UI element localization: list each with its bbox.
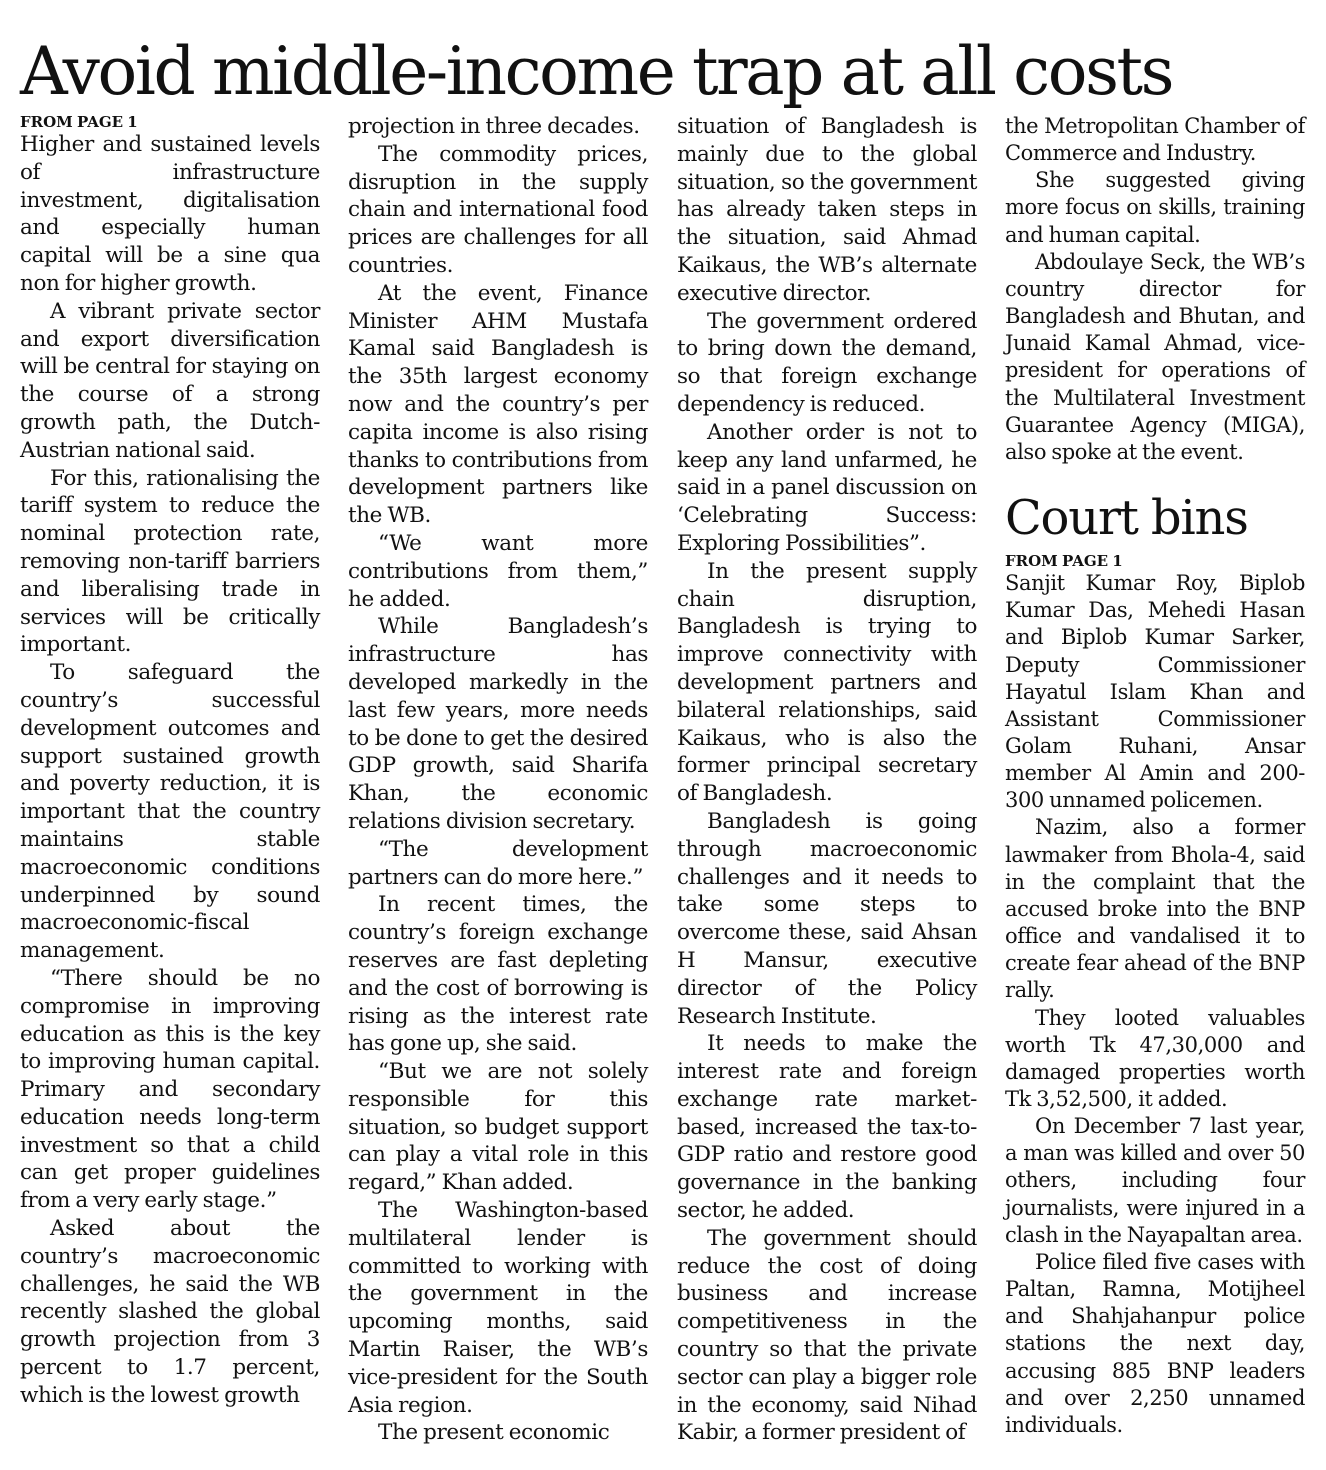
paragraph: In recent times, the country’s foreign exchange reserves are fast depleting and the cost of borrowing is rising as the interest rate has gone up, she said. xyxy=(348,892,648,1057)
paragraph: A vibrant private sector and export diversification will be central for staying on the course of a strong growth path, the Dutch-Austrian national said. xyxy=(20,298,320,463)
column-4 xyxy=(1005,113,1305,1439)
column-1 xyxy=(20,113,320,1410)
paragraph: “We want more contributions from them,” he added. xyxy=(348,530,648,612)
paragraph: Bangladesh is going through macroeconomic challenges and it needs to take some steps to overcome these, said Ahsan H Mansur, executive director of the Policy Research Institute. xyxy=(677,808,977,1029)
paragraph: To safeguard the country’s successful development outcomes and support sustained growth and poverty reduction, it is important that the country maintains stable macroeconomic conditions underpinned by sound macroeconomic-fiscal management. xyxy=(20,660,320,964)
paragraph-continued: situation of Bangladesh is mainly due to the global situation, so the government has already taken steps in the situation, said Ahmad Kaikaus, the WB’s alternate executive director. xyxy=(677,114,977,306)
paragraph: They looted valuables worth Tk 47,30,000 and damaged properties worth Tk 3,52,500, it added. xyxy=(1005,1005,1305,1111)
paragraph: It needs to make the interest rate and foreign exchange rate market-based, increased the tax-to-GDP ratio and restore good governance in the banking sector, he added. xyxy=(677,1031,977,1224)
paragraph: Higher and sustained levels of infrastructure investment, digitalisation and especially human capital will be a sine qua non for higher growth. xyxy=(20,132,320,296)
paragraph: The present economic xyxy=(378,1420,610,1446)
column-2 xyxy=(348,113,648,1447)
column-3 xyxy=(677,113,977,1447)
paragraph: The Washington-based multilateral lender is committed to working with the government in the upcoming months, said Martin Raiser, the WB’s vice-president for the South Asia region. xyxy=(348,1198,648,1418)
paragraph: Abdoulaye Seck, the WB’s country director for Bangladesh and Bhutan, and Junaid Kamal Ahmad, vice-president for operations of the Multilateral Investment Guarantee Agency (MIGA), also spoke at the event. xyxy=(1005,249,1305,464)
paragraph: In the present supply chain disruption, Bangladesh is trying to improve connectivity with development partners and bilateral relationships, said Kaikaus, who is also the former principal secretary of Bangladesh. xyxy=(677,558,977,807)
from-page-label: FROM PAGE 1 xyxy=(20,113,138,131)
paragraph: The commodity prices, disruption in the supply chain and international food prices are challenges for all countries. xyxy=(348,141,648,278)
paragraph-continued: the Metropolitan Chamber of Commerce and Industry. xyxy=(1005,114,1305,166)
paragraph: While Bangladesh’s infrastructure has developed markedly in the last few years, more needs to be done to get the desired GDP growth, said Sharifa Khan, the economic relations division secretary. xyxy=(348,614,648,834)
paragraph: The government ordered to bring down the demand, so that foreign exchange dependency is reduced. xyxy=(677,308,977,417)
paragraph: She suggested giving more focus on skills, training and human capital. xyxy=(1005,168,1305,247)
paragraph: Police filed five cases with Paltan, Ramna, Motijheel and Shahjahanpur police stations the next day, accusing 885 BNP leaders and over 2,250 unnamed individuals. xyxy=(1005,1249,1305,1437)
paragraph: On December 7 last year, a man was killed and over 50 others, including four journalists, were injured in a clash in the Nayapaltan area. xyxy=(1005,1114,1305,1247)
paragraph: At the event, Finance Minister AHM Mustafa Kamal said Bangladesh is the 35th largest economy now and the country’s per capita income is also rising thanks to contributions from development partners like the WB. xyxy=(348,280,648,529)
paragraph: Sanjit Kumar Roy, Biplob Kumar Das, Mehedi Hasan and Biplob Kumar Sarker, Deputy Commissioner Hayatul Islam Khan and Assistant Commissioner Golam Ruhani, Ansar member Al Amin and 200-300 unnamed policemen. xyxy=(1005,571,1305,813)
paragraph-continued: projection in three decades. xyxy=(348,114,640,139)
paragraph: “The development partners can do more here.” xyxy=(348,836,648,890)
paragraph: For this, rationalising the tariff system to reduce the nominal protection rate, removing non-tariff barriers and liberalising trade in services will be critically important. xyxy=(20,465,320,658)
main-headline: Avoid middle-income trap at all costs xyxy=(20,33,1173,110)
paragraph: “But we are not solely responsible for this situation, so budget support can play a vital role in this regard,” Khan added. xyxy=(348,1059,648,1196)
second-headline: Court bins xyxy=(1005,490,1248,547)
paragraph: Asked about the country’s macroeconomic challenges, he said the WB recently slashed the global growth projection from 3 percent to 1.7 percent, which is the lowest growth xyxy=(20,1216,320,1408)
paragraph: Nazim, also a former lawmaker from Bhola-4, said in the complaint that the accused broke into the BNP office and vandalised it to create fear ahead of the BNP rally. xyxy=(1005,815,1305,1003)
paragraph: The government should reduce the cost of doing business and increase competitiveness in the country so that the private sector can play a bigger role in the economy, said Nihad Kabir, a former president of xyxy=(677,1225,977,1446)
paragraph: “There should be no compromise in improving education as this is the key to improving human capital. Primary and secondary education needs long-term investment so that a child can get proper guidelines from a very early stage.” xyxy=(20,965,320,1214)
paragraph: Another order is not to keep any land unfarmed, he said in a panel discussion on ‘Celebrating Success: Exploring Possibilities”. xyxy=(677,419,977,556)
from-page-label: FROM PAGE 1 xyxy=(1005,552,1123,571)
